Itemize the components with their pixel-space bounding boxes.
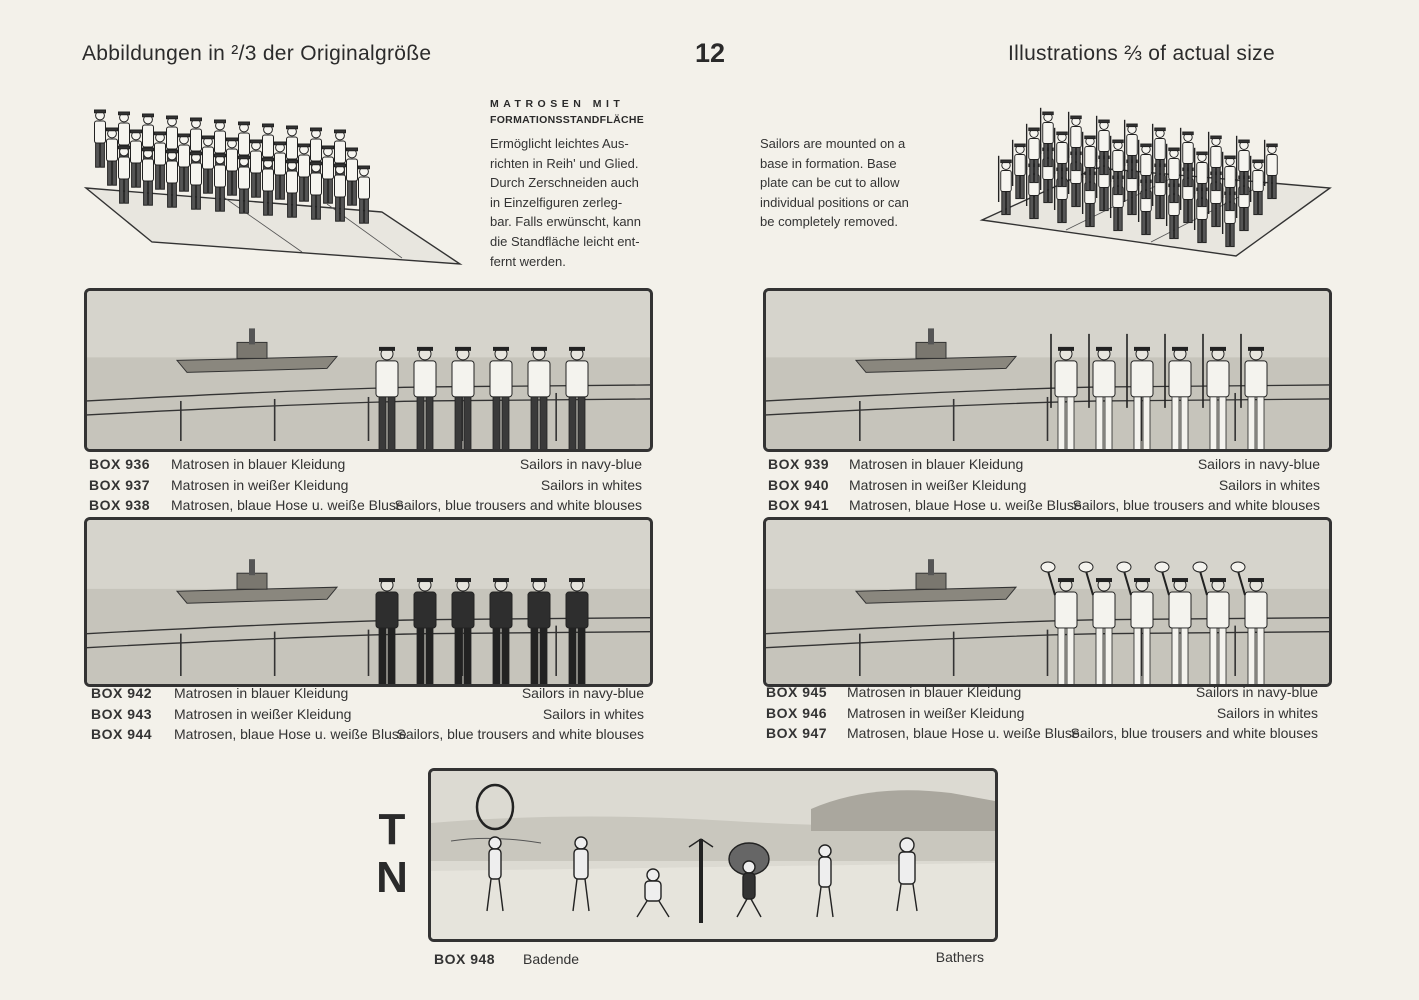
caption-row: [91, 683, 644, 704]
box-number: BOX 939: [768, 456, 830, 472]
english-description: Sailors, blue trousers and white blouses: [396, 726, 644, 742]
german-description: Matrosen in blauer Kleidung: [171, 456, 346, 472]
box-942-944-photo: [84, 517, 653, 687]
english-description: Sailors in navy-blue: [1195, 684, 1318, 700]
english-description: Sailors in whites: [540, 476, 642, 493]
caption-box-942-944: [91, 683, 644, 745]
english-description: Sailors, blue trousers and white blouses: [1070, 725, 1318, 741]
formation-sailor-figure: [203, 136, 214, 193]
scene-illustration: [766, 291, 1329, 449]
paragraph-line: Ermöglicht leichtes Aus-: [490, 136, 629, 151]
paragraph-line: bar. Falls erwünscht, kann: [490, 214, 642, 230]
box-939-941-photo: [763, 288, 1332, 452]
caption-box-948: [434, 949, 984, 970]
page-number: 12: [695, 38, 726, 68]
formation-sailor-figure: [1013, 140, 1026, 199]
german-description: Badende: [523, 951, 580, 967]
formation-sailor-figure: [1069, 112, 1082, 171]
formation-sailor-figure: [347, 148, 358, 205]
mark-letter-t: T: [378, 805, 406, 854]
mark-letter-n: N: [376, 853, 408, 902]
english-description: Sailors in navy-blue: [519, 456, 642, 472]
caption-row: [91, 704, 644, 725]
formation-sailor-figure: [323, 146, 334, 203]
german-description: Matrosen in blauer Kleidung: [847, 684, 1022, 700]
caption-row: [766, 723, 1318, 744]
paragraph-line: fernt werden.: [490, 253, 566, 269]
formation-sailor-figure: [227, 138, 238, 195]
german-description: Matrosen in weißer Kleidung: [171, 476, 349, 493]
box-number: BOX 943: [91, 705, 153, 722]
formation-sailors-illustration-left: [82, 92, 464, 270]
paragraph-line: base in formation. Base: [760, 155, 897, 171]
paragraph-line: in Einzelfiguren zerleg-: [490, 194, 623, 210]
box-number: BOX 948: [434, 951, 496, 967]
formation-sailor-figure: [299, 144, 310, 201]
scene-illustration: [87, 520, 650, 684]
formation-sailor-figure: [1097, 116, 1110, 175]
caption-row: [91, 724, 644, 745]
box-number: BOX 940: [768, 476, 830, 493]
german-description: Matrosen, blaue Hose u. weiße Bluse: [847, 725, 1080, 741]
paragraph-line: Durch Zerschneiden auch: [490, 175, 639, 191]
formation-sailor-figure: [131, 130, 142, 187]
box-948-photo: [428, 768, 998, 942]
box-number: BOX 947: [766, 725, 828, 741]
box-number: BOX 937: [89, 476, 151, 493]
formation-sailor-figure: [155, 132, 166, 189]
german-description: Matrosen, blaue Hose u. weiße Bluse: [849, 497, 1082, 513]
formation-title-line1: MATROSEN MIT: [490, 98, 625, 110]
formation-sailor-figure: [1027, 124, 1040, 183]
box-number: BOX 938: [89, 497, 151, 513]
box-number: BOX 945: [766, 684, 828, 700]
formation-sailor-figure: [275, 142, 286, 199]
formation-sailor-figure: [1055, 128, 1068, 187]
german-description: Matrosen, blaue Hose u. weiße Bluse: [174, 726, 407, 742]
english-description: Sailors in navy-blue: [521, 685, 644, 701]
formation-sailors-illustration-right: [976, 88, 1334, 270]
caption-row: [89, 454, 642, 475]
english-description: Sailors in whites: [1216, 704, 1318, 721]
paragraph-line: be completely removed.: [760, 214, 899, 230]
scene-illustration: [87, 291, 650, 449]
caption-row: [766, 703, 1318, 724]
paragraph-line: individual positions or can: [760, 194, 909, 210]
formation-sailor-figure: [95, 110, 106, 167]
german-description: Matrosen in weißer Kleidung: [847, 704, 1025, 721]
caption-row: [768, 475, 1320, 496]
formation-description-german: [490, 134, 641, 271]
paragraph-line: plate can be cut to allow: [760, 175, 900, 191]
header-title-german: Abbildungen in ²/3 der Originalgröße: [82, 42, 432, 65]
german-description: Matrosen in blauer Kleidung: [849, 456, 1024, 472]
caption-row: [89, 475, 642, 496]
paragraph-line: die Standfläche leicht ent-: [490, 233, 640, 249]
box-number: BOX 936: [89, 456, 151, 472]
paragraph-line: Sailors are mounted on a: [760, 136, 906, 151]
formation-sailor-figure: [1041, 108, 1054, 167]
box-number: BOX 941: [768, 497, 830, 513]
bathers-scene-illustration: [431, 771, 995, 939]
caption-row: [766, 682, 1318, 703]
german-description: Matrosen, blaue Hose u. weiße Bluse: [171, 497, 404, 513]
english-description: Sailors in whites: [1218, 476, 1320, 493]
header-title-english: Illustrations ⅔ of actual size: [1008, 42, 1275, 65]
formation-sailor-figure: [1125, 120, 1138, 179]
box-936-938-photo: [84, 288, 653, 452]
paragraph-line: richten in Reih' und Glied.: [490, 155, 639, 171]
formation-sailor-figure: [179, 134, 190, 191]
box-number: BOX 946: [766, 704, 828, 721]
formation-sailor-figure: [107, 128, 118, 185]
english-description: Sailors, blue trousers and white blouses: [394, 497, 642, 513]
formation-description-english: [760, 134, 909, 232]
caption-box-939-941: [768, 454, 1320, 516]
german-description: Matrosen in weißer Kleidung: [849, 476, 1027, 493]
scene-illustration: [766, 520, 1329, 684]
english-description: Bathers: [935, 949, 984, 965]
german-description: Matrosen in blauer Kleidung: [174, 685, 349, 701]
caption-box-936-938: [89, 454, 642, 516]
english-description: Sailors in navy-blue: [1197, 456, 1320, 472]
english-description: Sailors in whites: [542, 705, 644, 722]
caption-box-945-947: [766, 682, 1318, 744]
tn-mark: [372, 806, 412, 902]
caption-row: [768, 454, 1320, 475]
english-description: Sailors, blue trousers and white blouses: [1072, 497, 1320, 513]
formation-sailor-figure: [999, 156, 1012, 215]
caption-row: [768, 495, 1320, 516]
formation-title-line2: FORMATIONSSTANDFLÄCHE: [490, 114, 645, 126]
box-number: BOX 942: [91, 685, 153, 701]
box-number: BOX 944: [91, 726, 153, 742]
german-description: Matrosen in weißer Kleidung: [174, 705, 352, 722]
formation-sailor-figure: [251, 140, 262, 197]
caption-row: [434, 949, 984, 970]
box-945-947-photo: [763, 517, 1332, 687]
caption-row: [89, 495, 642, 516]
